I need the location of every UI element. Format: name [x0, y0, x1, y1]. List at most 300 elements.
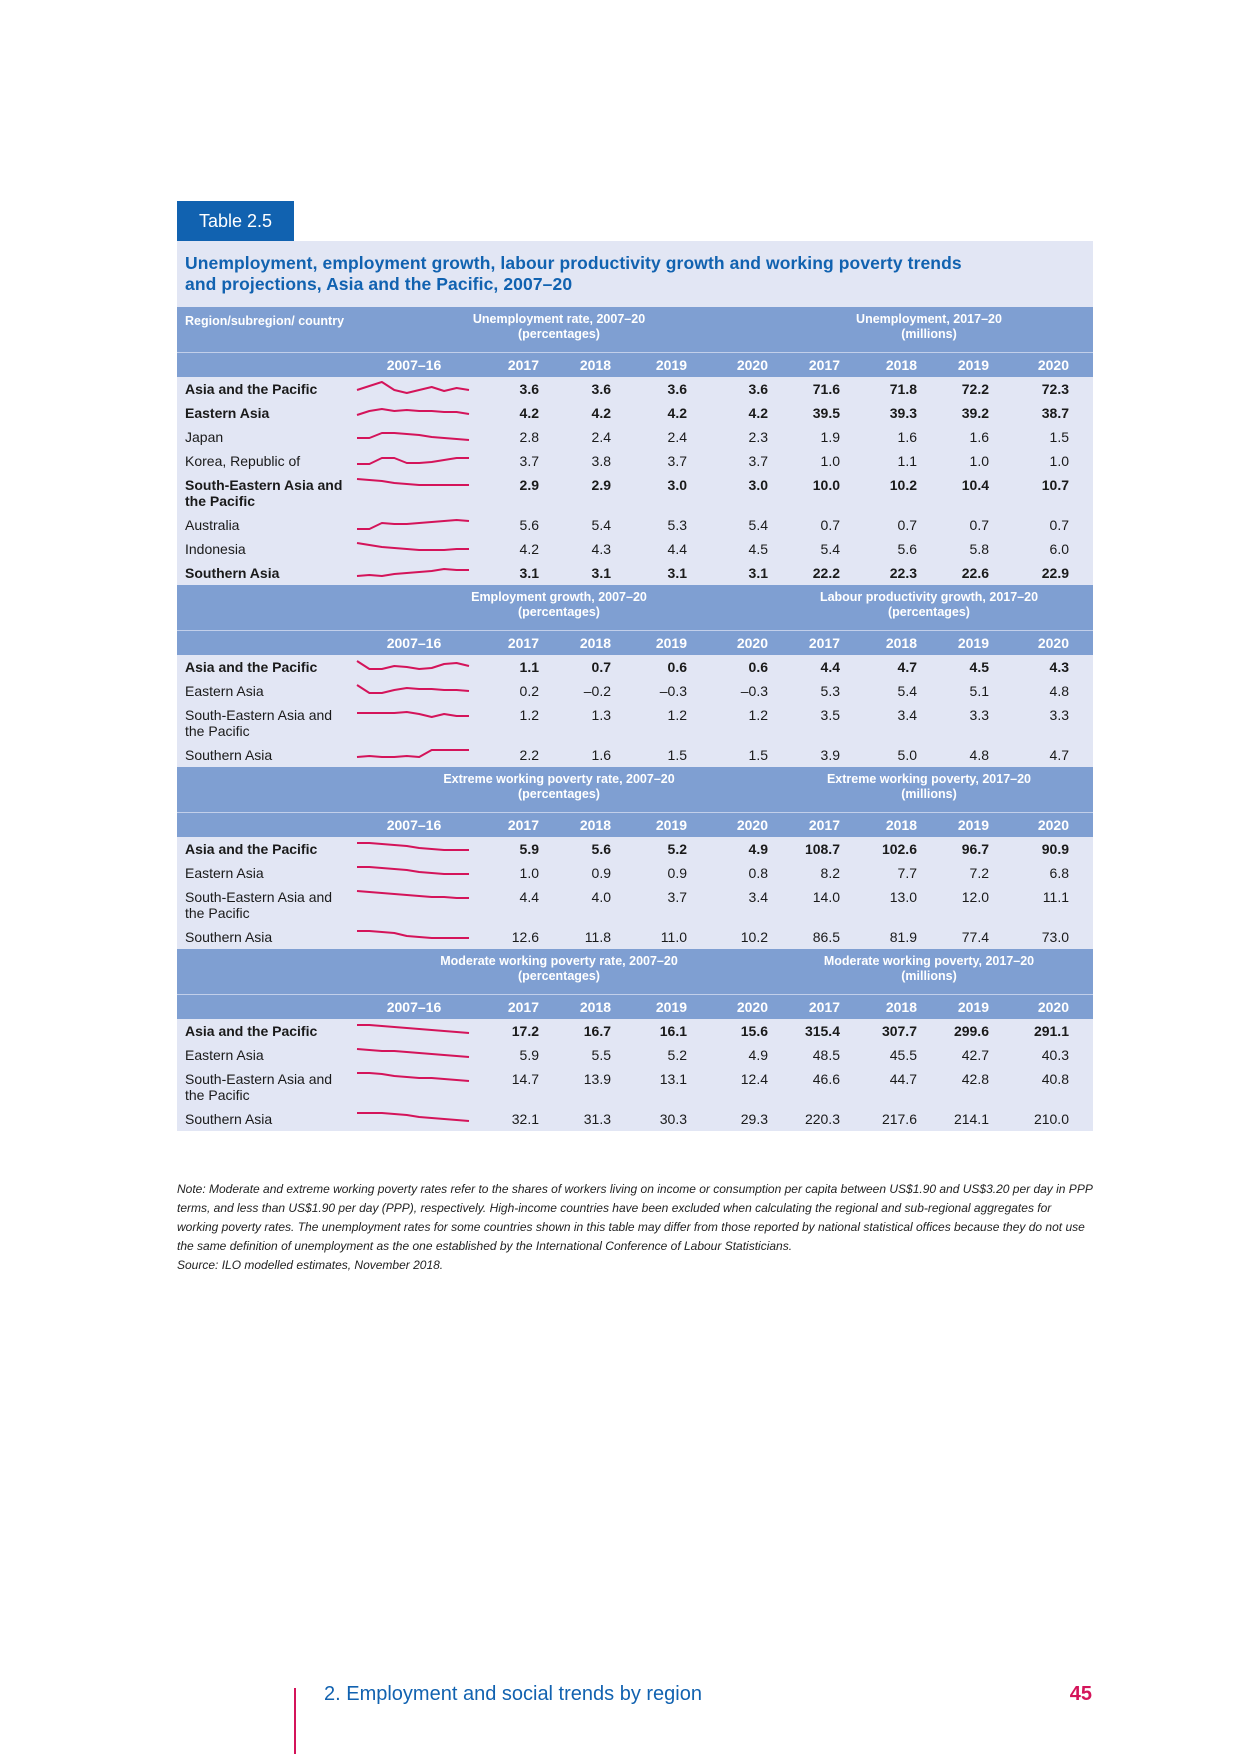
region-column-header [177, 949, 353, 994]
table-cell: 77.4 [961, 929, 989, 945]
table-cell: 42.7 [961, 1047, 989, 1063]
region-column-header [177, 585, 353, 630]
table-cell: 220.3 [804, 1111, 840, 1127]
table-cell: 5.9 [519, 1047, 539, 1063]
table-cell: 0.7 [969, 517, 989, 533]
sparkline-chart [353, 837, 475, 861]
table-cell: 13.1 [659, 1071, 687, 1087]
table-cell: 2.4 [591, 429, 611, 445]
table-row [177, 655, 1093, 679]
table-row [177, 513, 1093, 537]
year-header: 2018 [579, 635, 611, 651]
table-cell: 39.3 [889, 405, 917, 421]
trend-period-label: 2007–16 [386, 999, 442, 1015]
table-cell: 86.5 [812, 929, 840, 945]
sparkline-chart [353, 1019, 475, 1043]
table-cell: 31.3 [583, 1111, 611, 1127]
year-header: 2019 [655, 999, 687, 1015]
table-cell: 5.4 [748, 517, 768, 533]
sparkline-line [357, 843, 469, 850]
column-group-header [765, 585, 1093, 630]
table-cell: 0.9 [667, 865, 687, 881]
year-header: 2020 [736, 999, 768, 1015]
table-cell: 71.8 [889, 381, 917, 397]
sparkline-chart [353, 537, 475, 561]
trend-sparkline [353, 925, 475, 949]
year-header: 2018 [885, 635, 917, 651]
table-cell: 39.2 [961, 405, 989, 421]
region-name: Asia and the Pacific [185, 381, 318, 397]
trend-sparkline [353, 679, 475, 703]
year-header: 2018 [885, 357, 917, 373]
sparkline-line [357, 1113, 469, 1121]
table-row [177, 449, 1093, 473]
trend-sparkline [353, 377, 475, 401]
table-cell: 12.4 [740, 1071, 768, 1087]
year-header: 2019 [655, 357, 687, 373]
table-cell: 46.6 [812, 1071, 840, 1087]
table-cell: 1.1 [519, 659, 539, 675]
table-cell: –0.3 [740, 683, 768, 699]
sparkline-chart [353, 513, 475, 537]
table-cell: 0.7 [1049, 517, 1069, 533]
year-header: 2020 [1037, 817, 1069, 833]
table-cell: 2.9 [591, 477, 611, 493]
table-cell: 1.9 [820, 429, 840, 445]
table-cell: 3.6 [519, 381, 539, 397]
table-cell: 90.9 [1041, 841, 1069, 857]
year-header: 2020 [1037, 357, 1069, 373]
table-cell: 96.7 [961, 841, 989, 857]
table-row [177, 703, 1093, 743]
year-header: 2018 [885, 999, 917, 1015]
table-row [177, 425, 1093, 449]
region-name: South-Eastern Asia and the Pacific [185, 889, 333, 921]
table-cell: 11.8 [584, 929, 611, 945]
table-cell: 3.4 [897, 707, 917, 723]
section-unemployment [177, 307, 1093, 585]
table-cell: 1.2 [667, 707, 687, 723]
table-cell: 4.4 [820, 659, 840, 675]
table-row [177, 925, 1093, 949]
table-cell: 3.9 [820, 747, 840, 763]
trend-period-label: 2007–16 [386, 635, 442, 651]
table-cell: 3.1 [748, 565, 768, 581]
region-name: Eastern Asia [185, 683, 264, 699]
region-name: Asia and the Pacific [185, 1023, 318, 1039]
year-header: 2017 [507, 635, 539, 651]
table-cell: 5.4 [820, 541, 840, 557]
column-group-unit: (percentages) [518, 605, 600, 619]
table-cell: 4.0 [591, 889, 611, 905]
table-cell: 16.1 [659, 1023, 687, 1039]
table-cell: 0.7 [897, 517, 917, 533]
year-header: 2018 [579, 817, 611, 833]
table-cell: 3.5 [820, 707, 840, 723]
table-cell: 217.6 [881, 1111, 917, 1127]
year-header: 2018 [579, 999, 611, 1015]
table-cell: 10.0 [812, 477, 840, 493]
sparkline-chart [353, 679, 475, 703]
column-group-unit: (percentages) [518, 969, 600, 983]
year-header: 2020 [736, 817, 768, 833]
sparkline-line [357, 1073, 469, 1081]
table-cell: 1.0 [519, 865, 539, 881]
table-cell: 5.5 [591, 1047, 611, 1063]
table-cell: 11.1 [1042, 889, 1069, 905]
year-header-row [177, 352, 1093, 377]
trend-sparkline [353, 537, 475, 561]
table-cell: 0.7 [820, 517, 840, 533]
year-header: 2017 [808, 635, 840, 651]
region-column-header [177, 767, 353, 812]
sparkline-chart [353, 1107, 475, 1131]
table-cell: 40.3 [1041, 1047, 1069, 1063]
table-cell: 48.5 [812, 1047, 840, 1063]
section-employment [177, 585, 1093, 767]
table-title [177, 241, 1093, 307]
table-cell: 3.6 [591, 381, 611, 397]
table-cell: 3.0 [667, 477, 687, 493]
year-header: 2017 [808, 357, 840, 373]
column-group-header [353, 949, 765, 994]
table-cell: 38.7 [1041, 405, 1069, 421]
sparkline-chart [353, 655, 475, 679]
table-cell: 1.0 [820, 453, 840, 469]
table-cell: 1.6 [897, 429, 917, 445]
table-cell: 5.3 [667, 517, 687, 533]
table-cell: –0.3 [659, 683, 687, 699]
table-cell: 5.1 [969, 683, 989, 699]
table-cell: 44.7 [889, 1071, 917, 1087]
sparkline-line [357, 520, 469, 529]
sparkline-line [357, 569, 469, 576]
sparkline-line [357, 458, 469, 464]
table-cell: 2.4 [667, 429, 687, 445]
table-row [177, 743, 1093, 767]
table-cell: 72.3 [1041, 381, 1069, 397]
table-row [177, 861, 1093, 885]
region-column-header: Region/subregion/ country [185, 314, 345, 328]
column-group-header [353, 767, 765, 812]
sparkline-chart [353, 473, 475, 497]
year-header: 2017 [507, 357, 539, 373]
year-header: 2020 [1037, 999, 1069, 1015]
year-header: 2018 [579, 357, 611, 373]
trend-sparkline [353, 513, 475, 537]
table-row [177, 1067, 1093, 1107]
column-group-unit: (millions) [901, 327, 957, 341]
year-header: 2020 [736, 635, 768, 651]
sparkline-line [357, 867, 469, 874]
region-name: Japan [185, 429, 224, 445]
table-cell: 0.9 [591, 865, 611, 881]
table-cell: 10.2 [889, 477, 917, 493]
table-cell: 12.6 [511, 929, 539, 945]
table-cell: 22.6 [961, 565, 989, 581]
table-cell: 2.8 [519, 429, 539, 445]
table-cell: 4.4 [519, 889, 539, 905]
column-group-title: Unemployment, 2017–20 [856, 312, 1002, 326]
table-panel [177, 241, 1093, 1131]
table-cell: 0.6 [748, 659, 768, 675]
table-body [177, 307, 1093, 1131]
table-cell: 12.0 [961, 889, 989, 905]
sparkline-chart [353, 925, 475, 949]
column-group-title: Labour productivity growth, 2017–20 [819, 590, 1039, 604]
region-name: Southern Asia [185, 1111, 273, 1127]
table-cell: 30.3 [659, 1111, 687, 1127]
sparkline-chart [353, 449, 475, 473]
sparkline-line [357, 382, 469, 393]
section-header [177, 307, 1093, 352]
region-name: Eastern Asia [185, 1047, 264, 1063]
table-cell: 3.7 [667, 453, 687, 469]
sparkline-chart [353, 1067, 475, 1091]
table-cell: 7.7 [897, 865, 917, 881]
table-cell: 5.4 [897, 683, 917, 699]
sparkline-chart [353, 377, 475, 401]
table-cell: 10.4 [961, 477, 989, 493]
column-group-title: Extreme working poverty rate, 2007–20 [443, 772, 675, 786]
year-header-row [177, 812, 1093, 837]
trend-sparkline [353, 425, 475, 449]
table-cell: 2.9 [519, 477, 539, 493]
table-cell: 3.8 [591, 453, 611, 469]
column-group-unit: (percentages) [888, 605, 970, 619]
table-cell: 4.2 [519, 541, 539, 557]
table-cell: 71.6 [812, 381, 840, 397]
table-cell: 5.8 [969, 541, 989, 557]
table-cell: 5.6 [897, 541, 917, 557]
year-header: 2017 [808, 817, 840, 833]
column-group-unit: (percentages) [518, 787, 600, 801]
sparkline-chart [353, 861, 475, 885]
table-cell: 108.7 [804, 841, 840, 857]
table-cell: 22.2 [812, 565, 840, 581]
year-row-spacer [177, 995, 353, 1019]
trend-sparkline [353, 449, 475, 473]
table-cell: 4.4 [667, 541, 687, 557]
trend-period-label: 2007–16 [386, 817, 442, 833]
trend-sparkline [353, 655, 475, 679]
table-cell: 5.6 [519, 517, 539, 533]
table-cell: 4.9 [748, 841, 768, 857]
table-cell: 1.2 [748, 707, 768, 723]
table-cell: 5.2 [667, 841, 687, 857]
year-header: 2017 [507, 999, 539, 1015]
table-cell: 7.2 [969, 865, 989, 881]
table-cell: 3.7 [519, 453, 539, 469]
sparkline-line [357, 661, 469, 669]
table-cell: 16.7 [583, 1023, 611, 1039]
section-header [177, 585, 1093, 630]
table-cell: 4.2 [591, 405, 611, 421]
table-cell: 4.8 [1049, 683, 1069, 699]
table-cell: 4.9 [748, 1047, 768, 1063]
sparkline-line [357, 712, 469, 717]
sparkline-line [357, 433, 469, 440]
table-cell: 1.5 [667, 747, 687, 763]
sparkline-line [357, 543, 469, 550]
region-name: Korea, Republic of [185, 453, 301, 469]
table-cell: 5.4 [591, 517, 611, 533]
table-cell: 0.8 [748, 865, 768, 881]
year-row-spacer [177, 631, 353, 655]
sparkline-line [357, 931, 469, 938]
year-header: 2019 [655, 817, 687, 833]
section-extreme [177, 767, 1093, 949]
table-cell: 39.5 [812, 405, 840, 421]
table-cell: 3.6 [748, 381, 768, 397]
trend-sparkline [353, 743, 475, 767]
table-cell: 11.0 [660, 929, 687, 945]
column-group-title: Moderate working poverty rate, 2007–20 [440, 954, 678, 968]
table-cell: 210.0 [1033, 1111, 1069, 1127]
footer-divider [294, 1688, 296, 1754]
sparkline-line [357, 479, 469, 485]
trend-sparkline [353, 561, 475, 585]
trend-sparkline [353, 1019, 475, 1043]
table-cell: 1.0 [1049, 453, 1069, 469]
region-name: Eastern Asia [185, 865, 264, 881]
table-cell: 3.1 [591, 565, 611, 581]
trend-sparkline [353, 473, 475, 497]
year-header-row [177, 994, 1093, 1019]
trend-sparkline [353, 837, 475, 861]
table-note: Note: Moderate and extreme working poverty rates refer to the shares of workers living on income or consumption per capita between US$1.90 and US$3.20 per day in PPP terms, and less than US$1.90 per day (PPP), respectively. High-income countries have been excluded when calculating the regional and sub-regional aggregates for working poverty rates. The unemployment rates for some countries shown in this table may differ from those reported by national statistical offices because they do not use the same definition of unemployment as the one established by the International Conference of Labour Statisticians. [177, 1182, 1093, 1253]
table-cell: 14.7 [511, 1071, 539, 1087]
table-cell: 2.2 [519, 747, 539, 763]
region-name: Indonesia [185, 541, 246, 557]
table-row [177, 1019, 1093, 1043]
trend-sparkline [353, 1043, 475, 1067]
table-cell: 307.7 [881, 1023, 917, 1039]
table-cell: 81.9 [889, 929, 917, 945]
year-header: 2019 [655, 635, 687, 651]
column-group-title: Unemployment rate, 2007–20 [472, 312, 646, 326]
year-header: 2018 [885, 817, 917, 833]
table-row [177, 885, 1093, 925]
table-cell: 4.2 [667, 405, 687, 421]
table-row [177, 837, 1093, 861]
column-group-unit: (millions) [901, 787, 957, 801]
table-cell: 13.9 [583, 1071, 611, 1087]
column-group-header [765, 949, 1093, 994]
section-header [177, 767, 1093, 812]
table-cell: 4.8 [969, 747, 989, 763]
trend-sparkline [353, 885, 475, 909]
section-moderate [177, 949, 1093, 1131]
table-cell: 1.2 [519, 707, 539, 723]
year-header: 2020 [1037, 635, 1069, 651]
column-group-title: Employment growth, 2007–20 [471, 590, 647, 604]
table-row [177, 377, 1093, 401]
region-name: South-Eastern Asia and the Pacific [185, 707, 333, 739]
table-cell: 10.7 [1041, 477, 1069, 493]
year-header: 2019 [957, 999, 989, 1015]
year-header: 2017 [808, 999, 840, 1015]
sparkline-chart [353, 425, 475, 449]
column-group-header [765, 767, 1093, 812]
table-cell: 14.0 [812, 889, 840, 905]
region-name: Asia and the Pacific [185, 841, 318, 857]
table-cell: 5.9 [519, 841, 539, 857]
table-cell: 22.3 [889, 565, 917, 581]
table-cell: 299.6 [953, 1023, 989, 1039]
table-cell: 8.2 [820, 865, 840, 881]
table-cell: 6.8 [1049, 865, 1069, 881]
year-row-spacer [177, 813, 353, 837]
table-cell: 3.7 [667, 889, 687, 905]
sparkline-line [357, 409, 469, 415]
table-cell: 3.4 [748, 889, 768, 905]
trend-period-label: 2007–16 [386, 357, 442, 373]
table-cell: 291.1 [1033, 1023, 1069, 1039]
sparkline-chart [353, 561, 475, 585]
table-cell: 102.6 [881, 841, 917, 857]
table-cell: 1.3 [591, 707, 611, 723]
table-cell: 3.3 [1049, 707, 1069, 723]
table-cell: 1.0 [969, 453, 989, 469]
table-cell: 214.1 [953, 1111, 989, 1127]
table-cell: 3.7 [748, 453, 768, 469]
sparkline-chart [353, 401, 475, 425]
table-cell: –0.2 [583, 683, 611, 699]
table-cell: 1.6 [969, 429, 989, 445]
region-name: South-Eastern Asia and the Pacific [185, 477, 343, 509]
table-cell: 3.3 [969, 707, 989, 723]
table-cell: 4.2 [519, 405, 539, 421]
table-cell: 5.2 [667, 1047, 687, 1063]
table-cell: 4.7 [897, 659, 917, 675]
table-row [177, 561, 1093, 585]
sparkline-line [357, 685, 469, 693]
year-header: 2019 [957, 357, 989, 373]
table-cell: 1.5 [1049, 429, 1069, 445]
sparkline-chart [353, 885, 475, 909]
year-header-row [177, 630, 1093, 655]
table-cell: 3.1 [667, 565, 687, 581]
table-title-line-1: Unemployment, employment growth, labour productivity growth and working poverty trends [185, 253, 962, 273]
table-cell: 315.4 [804, 1023, 840, 1039]
table-cell: 2.3 [748, 429, 768, 445]
region-name: Australia [185, 517, 240, 533]
table-cell: 15.6 [740, 1023, 768, 1039]
table-row [177, 537, 1093, 561]
table-cell: 4.7 [1049, 747, 1069, 763]
table-row [177, 679, 1093, 703]
table-cell: 1.5 [748, 747, 768, 763]
table-row [177, 1107, 1093, 1131]
column-group-header [353, 585, 765, 630]
table-cell: 3.1 [519, 565, 539, 581]
table-row [177, 1043, 1093, 1067]
sparkline-line [357, 750, 469, 757]
table-cell: 32.1 [511, 1111, 539, 1127]
table-cell: 4.3 [1049, 659, 1069, 675]
column-group-unit: (percentages) [518, 327, 600, 341]
sparkline-chart [353, 1043, 475, 1067]
table-cell: 1.6 [591, 747, 611, 763]
sparkline-line [357, 1025, 469, 1033]
table-cell: 4.3 [591, 541, 611, 557]
year-header: 2019 [957, 817, 989, 833]
table-cell: 42.8 [961, 1071, 989, 1087]
section-header [177, 949, 1093, 994]
sparkline-line [357, 891, 469, 898]
sparkline-line [357, 1049, 469, 1057]
